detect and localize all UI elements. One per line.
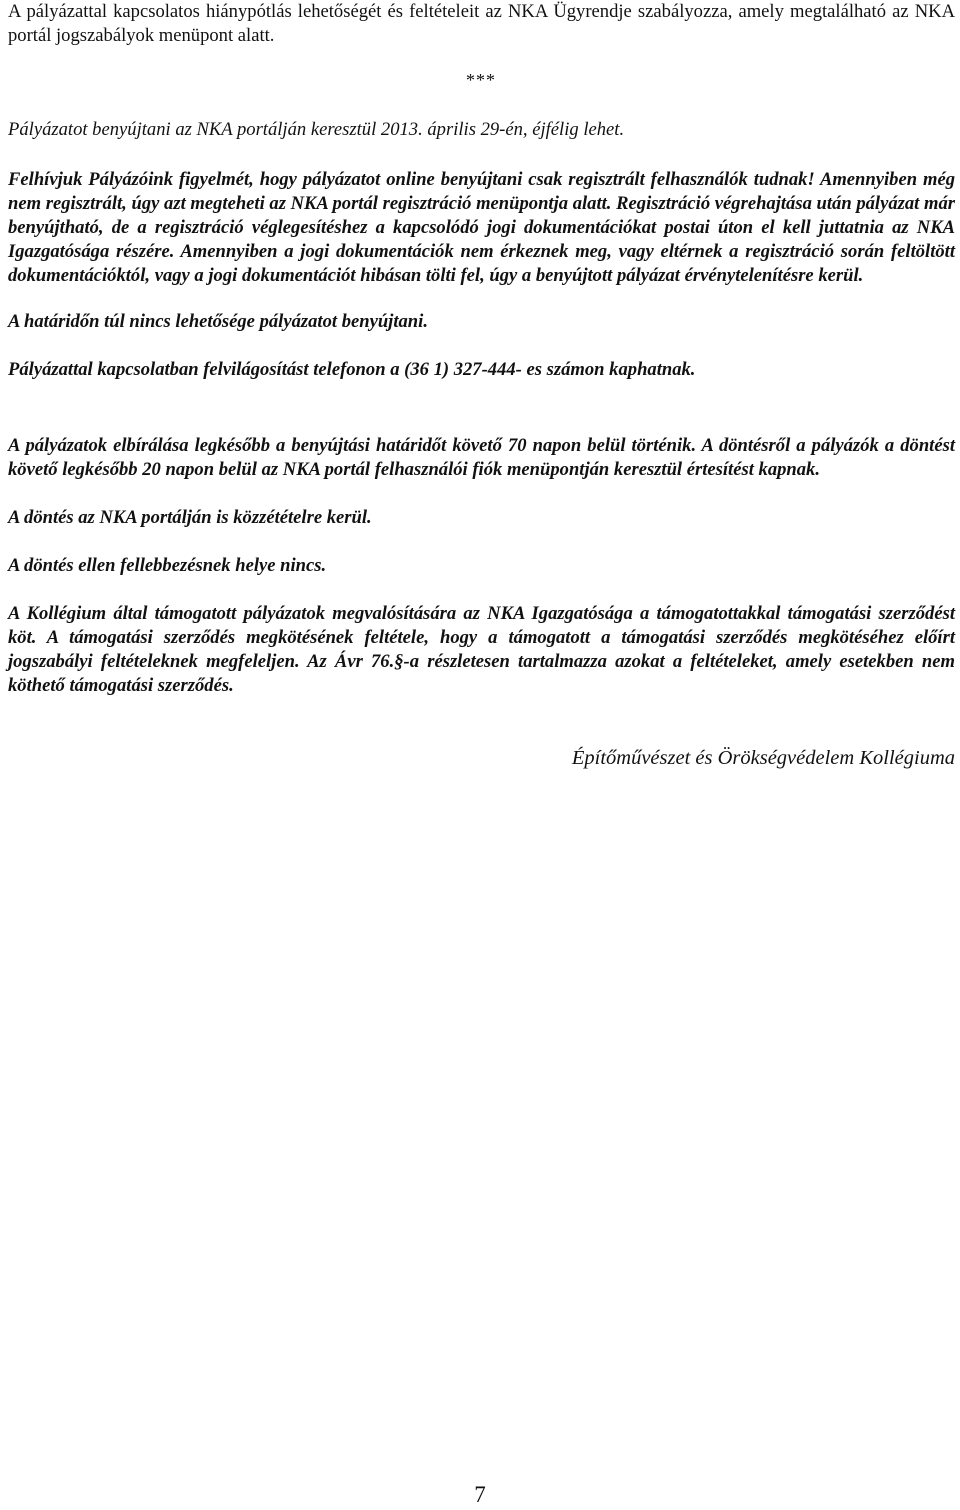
registration-notice-paragraph: Felhívjuk Pályázóink figyelmét, hogy pályázatot online benyújtani csak regisztrált felhasználók tudnak! Amennyiben még nem regisztrált, úgy azt megteheti az NKA portál regisztráció menüpontja alatt. Regisztráció végrehajtása után pályázat már benyújtható, de a regisztráció véglegesítéshez a kapcsolódó jogi dokumentációkat postai úton el kell juttatnia az NKA Igazgatósága részére. Amennyiben a jogi dokumentációk nem érkeznek meg, vagy eltérnek a regisztráció során feltöltött dokumentációktól, vagy a jogi dokumentációt hibásan tölti fel, úgy a benyújtott pályázat érvénytelenítésre kerül. xyxy=(8,169,955,286)
section-separator: *** xyxy=(466,70,496,90)
no-appeal-paragraph: A döntés ellen fellebbezésnek helye nincs. xyxy=(8,555,327,576)
phone-info-paragraph: Pályázattal kapcsolatban felvilágosítást telefonon a (36 1) 327-444- es számon kaphatnak. xyxy=(8,359,696,380)
intro-paragraph: A pályázattal kapcsolatos hiánypótlás lehetőségét és feltételeit az NKA Ügyrendje szabályozza, amely megtalálható az NKA portál jogszabályok menüpont alatt. xyxy=(8,1,955,46)
submission-deadline-paragraph: Pályázatot benyújtani az NKA portálján keresztül 2013. április 29-én, éjfélig lehet. xyxy=(8,119,625,140)
contract-paragraph: A Kollégium által támogatott pályázatok megvalósítására az NKA Igazgatósága a támogatottakkal támogatási szerződést köt. A támogatási szerződés megkötésének feltétele, hogy a támogatott a támogatási szerződés megkötéséhez előírt jogszabályi feltételeknek megfeleljen. Az Ávr 76.§-a részletesen tartalmazza azokat a feltételeket, amely esetekben nem köthető támogatási szerződés. xyxy=(8,603,955,696)
page-number: 7 xyxy=(474,1482,486,1507)
publication-paragraph: A döntés az NKA portálján is közzétételre kerül. xyxy=(8,507,372,528)
deadline-notice-paragraph: A határidőn túl nincs lehetősége pályázatot benyújtani. xyxy=(8,311,428,332)
signature-college-name: Építőművészet és Örökségvédelem Kollégiuma xyxy=(571,747,955,769)
evaluation-paragraph: A pályázatok elbírálása legkésőbb a benyújtási határidőt követő 70 napon belül történik. A döntésről a pályázók a döntést követő legkésőbb 20 napon belül az NKA portál felhasználói fiók menüpontján keresztül értesítést kapnak. xyxy=(8,435,955,480)
